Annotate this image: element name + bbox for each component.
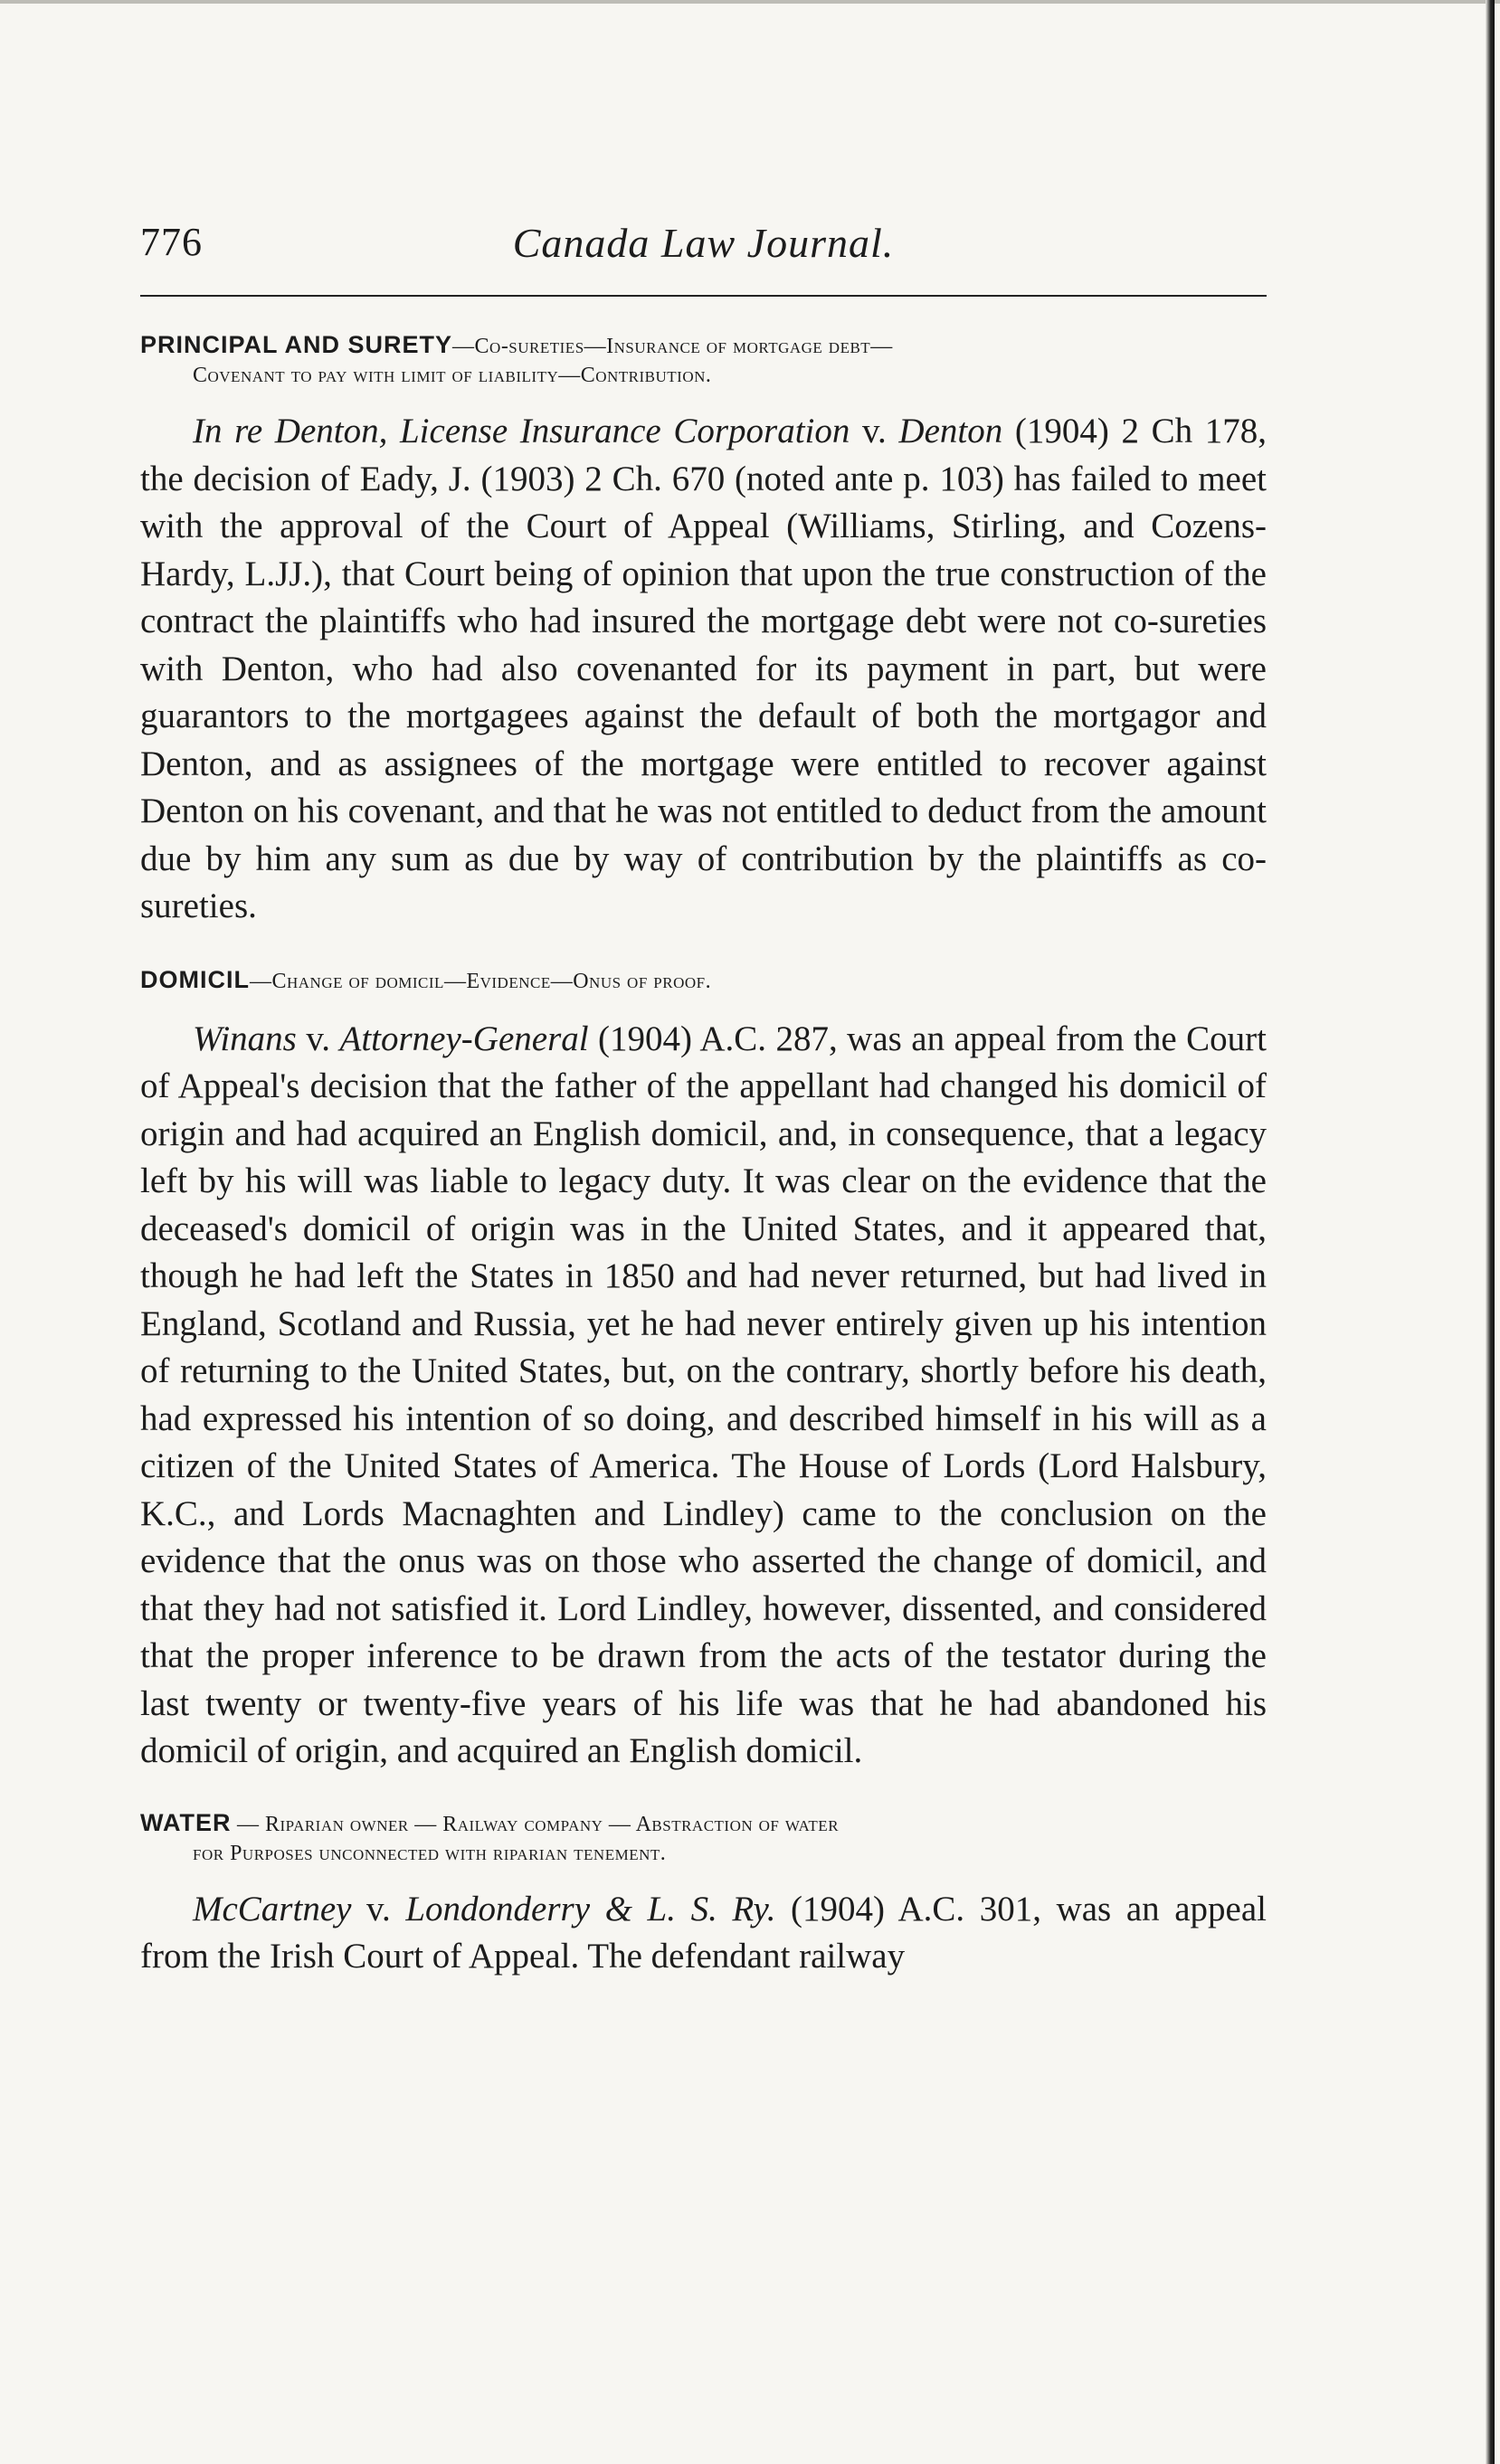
case-paragraph bbox=[140, 1016, 1267, 1776]
page-top-edge bbox=[0, 0, 1500, 4]
case-body: (1904) 2 Ch 178, the decision of Eady, J. (1903) 2 Ch. 670 (noted ante p. 103) has failed to meet with the approval of the Court of Appeal (Williams, Stirling, and Cozens-Hardy, L.JJ.), that Court being of opinion that upon the true construction of the contract the plaintiffs who had insured the mortgage debt were not co-sureties with Denton, who had also covenanted for its payment in part, but were guarantors to the mortgagees against the default of both the mortgagor and Denton, and as assignees of the mortgage were entitled to recover against Denton on his covenant, and that he was not entitled to deduct from the amount due by him any sum as due by way of contribution by the plaintiffs as co-sureties. bbox=[140, 412, 1267, 925]
case-party: Denton bbox=[898, 412, 1003, 450]
case-name: Winans bbox=[193, 1019, 297, 1058]
text-column bbox=[140, 330, 1267, 1981]
case-paragraph bbox=[140, 1886, 1267, 1981]
section-subject: —Co-sureties—Insurance of mortgage debt— bbox=[452, 335, 893, 358]
section-heading bbox=[140, 1808, 1267, 1868]
case-party: Attorney-General bbox=[339, 1019, 589, 1058]
header-rule bbox=[140, 295, 1267, 297]
section-water bbox=[140, 1808, 1267, 1981]
case-party: Londonderry & L. S. Ry. bbox=[405, 1889, 776, 1929]
page-binding-edge bbox=[1486, 0, 1495, 2464]
section-principal-and-surety bbox=[140, 330, 1267, 931]
section-keyword: DOMICIL bbox=[140, 965, 250, 993]
case-name: In re Denton, License Insurance Corporation bbox=[193, 412, 850, 450]
case-versus: v. bbox=[351, 1889, 406, 1929]
section-heading bbox=[140, 965, 1267, 996]
case-versus: v. bbox=[850, 412, 899, 450]
section-domicil bbox=[140, 965, 1267, 1776]
journal-title: Canada Law Journal. bbox=[512, 220, 895, 266]
section-keyword: PRINCIPAL AND SURETY bbox=[140, 331, 453, 358]
section-keyword: WATER bbox=[140, 1808, 232, 1836]
case-body: (1904) A.C. 301, was an appeal from the Irish Court of Appeal. The defendant railway bbox=[140, 1889, 1267, 1976]
section-subject-continued: Covenant to pay with limit of liability—Contribution. bbox=[193, 364, 712, 387]
section-subject-continued: for Purposes unconnected with riparian tenement. bbox=[193, 1841, 667, 1865]
page-header bbox=[140, 219, 1267, 282]
section-heading bbox=[140, 330, 1267, 390]
case-name: McCartney bbox=[193, 1889, 352, 1929]
section-subject: —Change of domicil—Evidence—Onus of proof. bbox=[250, 969, 712, 993]
case-body: (1904) A.C. 287, was an appeal from the Court of Appeal's decision that the father of the appellant had changed his domicil of origin and had acquired an English domicil, and, in consequence, that a legacy left by his will was liable to legacy duty. It was clear on the evidence that the deceased's domicil of origin was in the United States, and it appeared that, though he had left the States in 1850 and had never returned, but had lived in England, Scotland and Russia, yet he had never entirely given up his intention of returning to the United States, but, on the contrary, shortly before his death, had expressed his intention of so doing, and described himself in his will as a citizen of the United States of America. The House of Lords (Lord Halsbury, K.C., and Lords Macnaghten and Lindley) came to the conclusion on the evidence that the onus was on those who asserted the change of domicil, and that they had not satisfied it. Lord Lindley, however, dissented, and considered that the proper inference to be drawn from the acts of the testator during the last twenty or twenty-five years of his life was that he had abandoned his domicil of origin, and acquired an English domicil. bbox=[140, 1019, 1267, 1770]
case-versus: v. bbox=[296, 1019, 340, 1058]
section-subject: — Riparian owner — Railway company — Abstraction of water bbox=[231, 1812, 840, 1836]
case-paragraph bbox=[140, 408, 1267, 931]
page-number: 776 bbox=[140, 220, 203, 264]
